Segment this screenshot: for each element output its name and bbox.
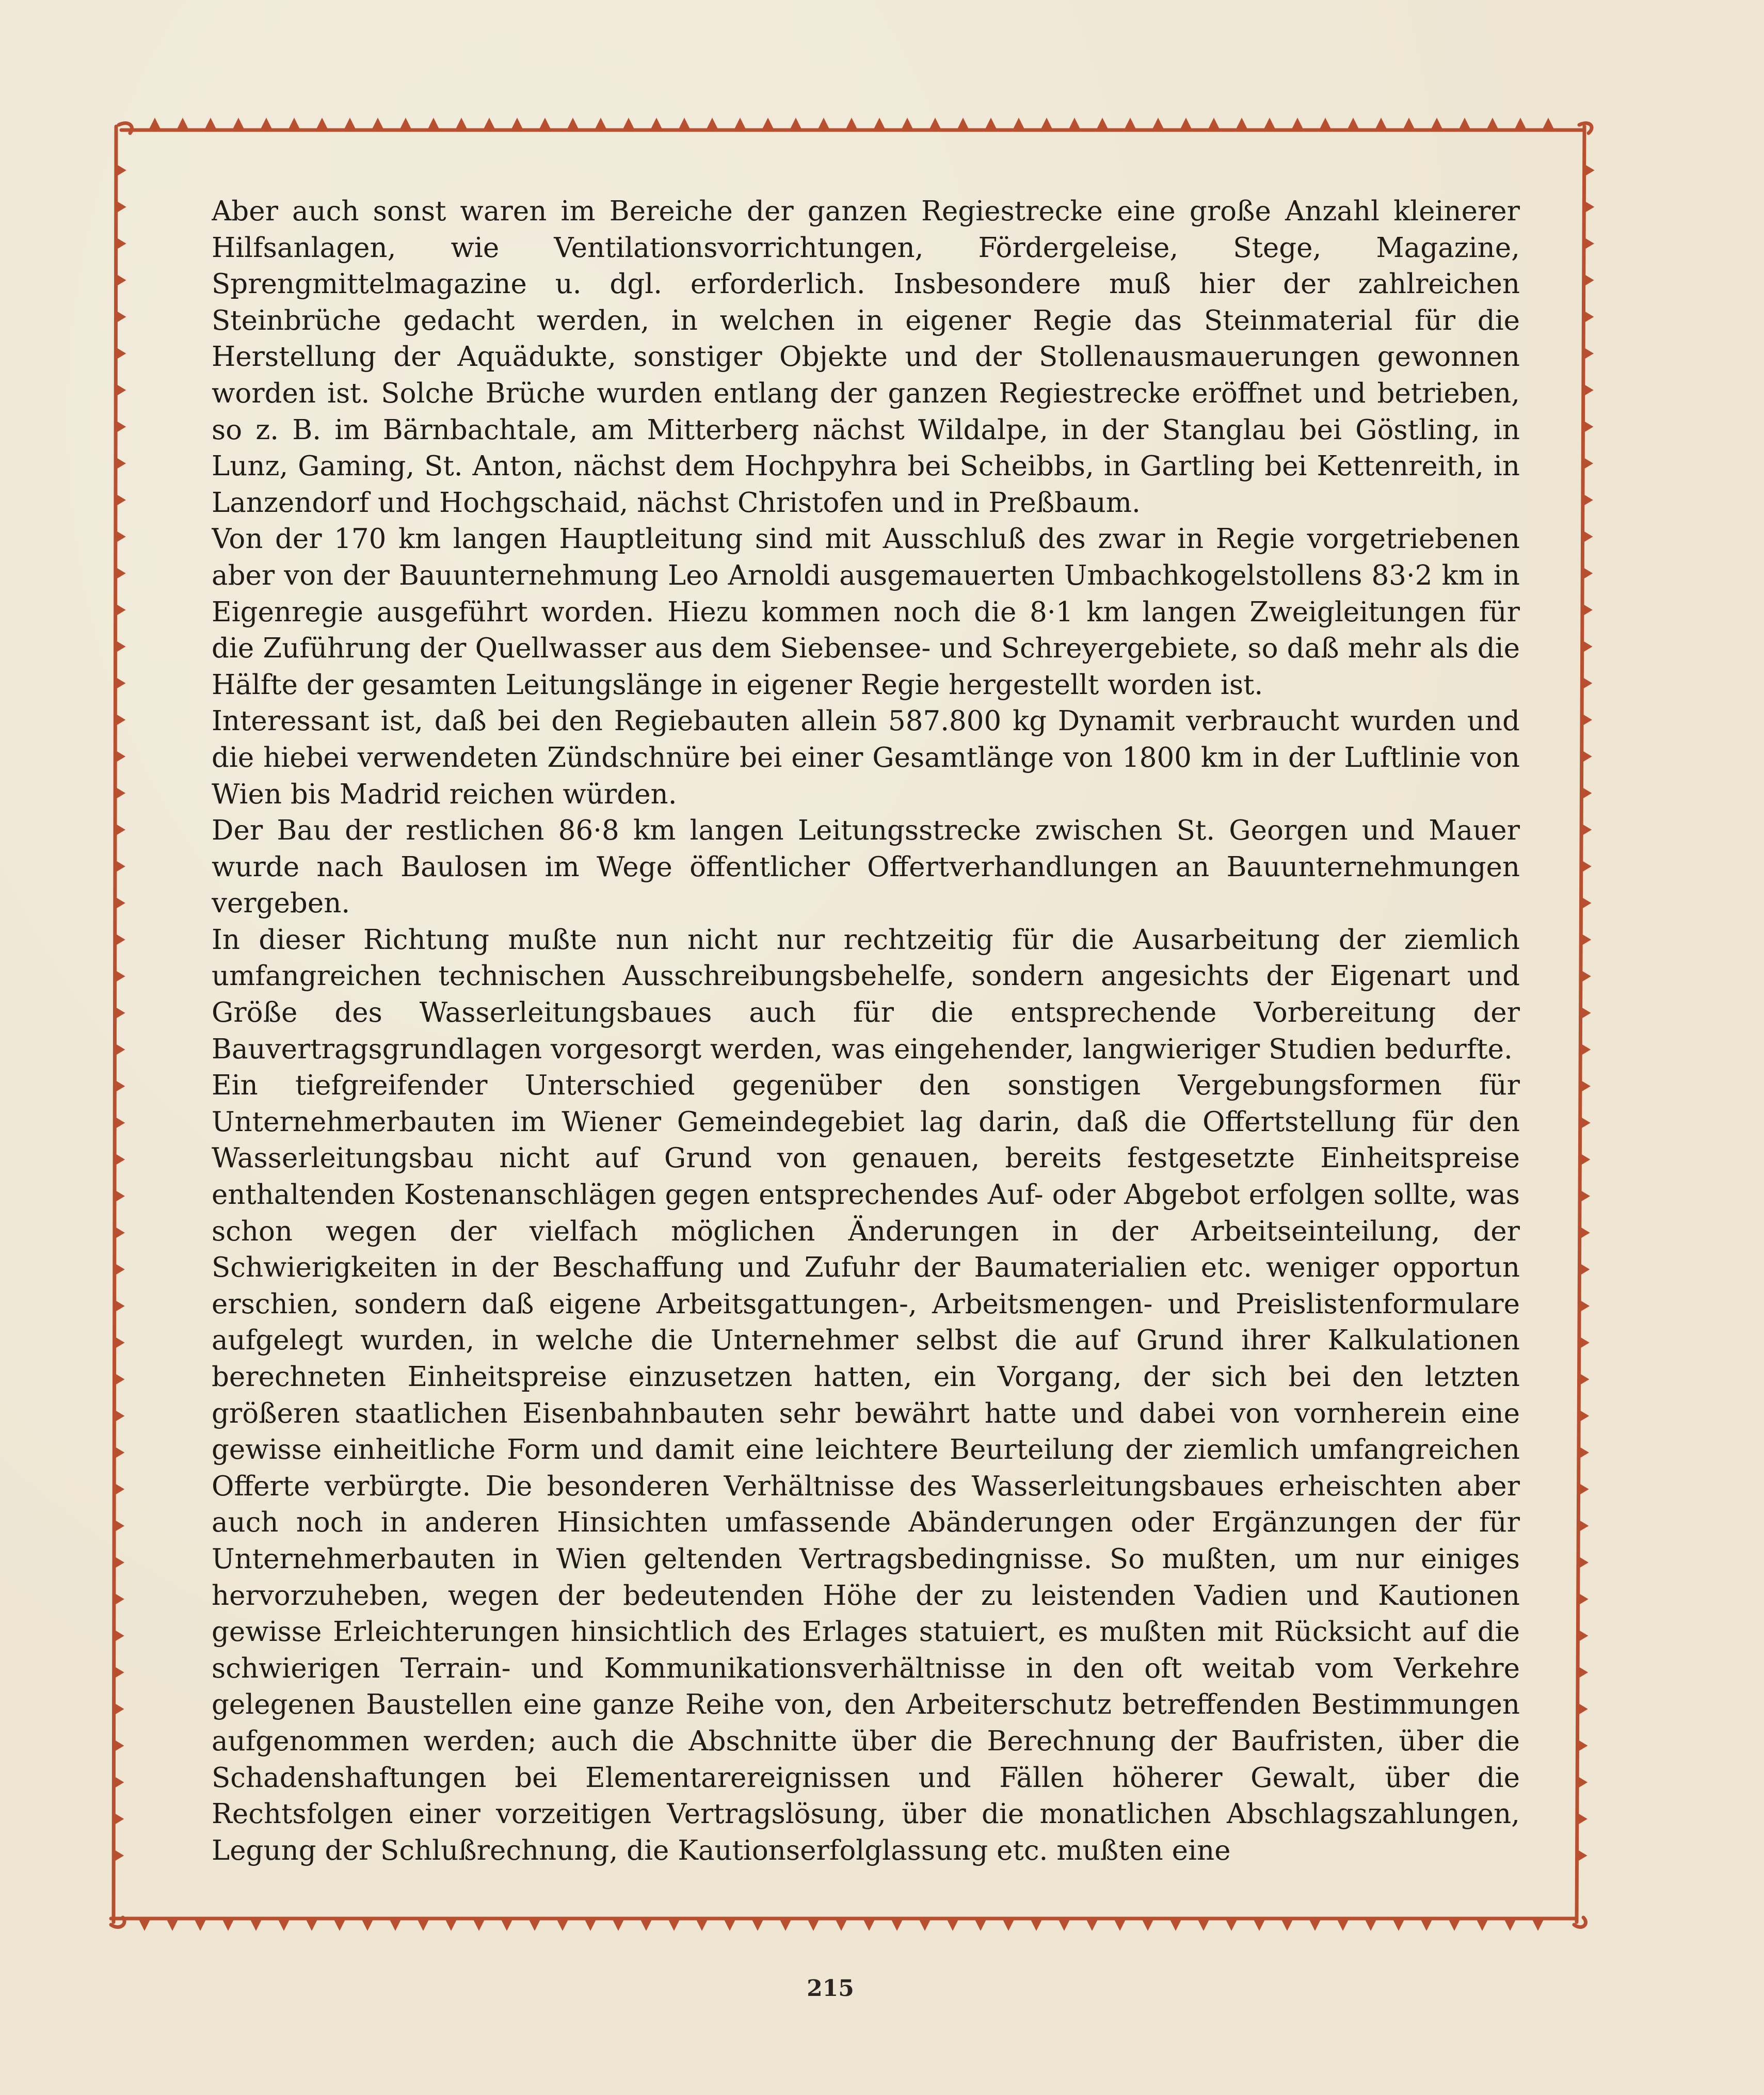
border-tooth-bottom (1476, 1919, 1488, 1931)
border-tooth-left (115, 750, 125, 763)
border-tooth-right (1578, 1593, 1589, 1605)
paragraph-4: Der Bau der restlichen 86·8 km langen Leitungsstrecke zwischen St. Georgen und Mauer wurde nach Baulosen im Wege öffentlicher Offertverhandlungen an Bauunternehmungen vergeben. (212, 815, 1520, 920)
border-tooth-right (1582, 640, 1593, 653)
border-left-line (114, 126, 116, 1922)
border-tooth-top (455, 118, 468, 130)
border-tooth-bottom (1504, 1919, 1516, 1931)
border-tooth-left (115, 897, 125, 909)
paragraph-3: Interessant ist, daß bei den Regiebauten allein 587.800 kg Dynamit verbraucht wurden und die hiebei verwendeten Zündschnüre bei einer Gesamtlänge von 1800 km in der Luftlinie von Wien bis Madrid reichen würden. (212, 705, 1520, 810)
border-tooth-right (1582, 714, 1592, 726)
border-tooth-left (114, 1410, 124, 1422)
border-tooth-right (1580, 1227, 1590, 1239)
border-tooth-left (115, 677, 125, 689)
border-tooth-right (1579, 1336, 1590, 1349)
border-tooth-top (845, 118, 858, 130)
border-tooth-left (116, 164, 126, 176)
border-tooth-left (116, 311, 126, 323)
border-tooth-top (1375, 118, 1387, 130)
border-tooth-top (595, 118, 607, 130)
border-tooth-bottom (194, 1919, 206, 1931)
border-tooth-top (1319, 118, 1332, 130)
border-tooth-right (1577, 1813, 1587, 1825)
border-tooth-left (115, 970, 125, 982)
border-tooth-bottom (835, 1919, 847, 1931)
border-tooth-top (1180, 118, 1192, 130)
border-tooth-bottom (501, 1919, 513, 1931)
border-tooth-right (1578, 1520, 1589, 1532)
border-tooth-left (115, 714, 125, 726)
border-tooth-bottom (333, 1919, 346, 1931)
border-tooth-top (1514, 118, 1527, 130)
border-tooth-bottom (1225, 1919, 1238, 1931)
border-tooth-right (1579, 1263, 1590, 1276)
border-tooth-top (901, 118, 913, 130)
border-tooth-right (1581, 933, 1591, 946)
border-tooth-bottom (556, 1919, 569, 1931)
border-tooth-left (116, 274, 126, 286)
border-tooth-left (115, 1117, 125, 1129)
border-tooth-right (1579, 1410, 1589, 1422)
border-tooth-bottom (974, 1919, 987, 1931)
border-tooth-bottom (807, 1919, 820, 1931)
border-tooth-top (1236, 118, 1248, 130)
border-tooth-bottom (1002, 1919, 1015, 1931)
border-tooth-left (115, 1373, 125, 1385)
border-tooth-bottom (306, 1919, 318, 1931)
border-tooth-top (232, 118, 245, 130)
border-tooth-top (929, 118, 941, 130)
border-tooth-right (1583, 347, 1594, 360)
border-tooth-bottom (947, 1919, 959, 1931)
border-tooth-left (116, 567, 126, 579)
border-tooth-right (1577, 1849, 1587, 1862)
border-tooth-left (116, 494, 126, 506)
border-tooth-bottom (1030, 1919, 1043, 1931)
border-tooth-top (1068, 118, 1081, 130)
border-tooth-right (1582, 567, 1593, 579)
border-tooth-left (114, 1739, 124, 1752)
border-tooth-top (1431, 118, 1443, 130)
border-tooth-right (1577, 1776, 1587, 1788)
border-tooth-bottom (528, 1919, 541, 1931)
border-tooth-bottom (222, 1919, 234, 1931)
border-tooth-left (116, 237, 126, 250)
page-number: 215 (807, 1975, 854, 2002)
border-tooth-bottom (1309, 1919, 1321, 1931)
border-tooth-left (114, 1520, 124, 1532)
paragraph-1: Aber auch sonst waren im Bereiche der ganzen Regiestrecke eine große Anzahl kleinerer Hilfsanlagen, wie Ventilationsvorrichtungen, Fördergeleise, Stege, Magazine, Sprengmittelmagazine u. dgl. erforderlich. Insbesondere muß hier der zahlreichen Steinbrüche gedacht werden, in welchen in eigener Regie das Steinmaterial für die Herstellung der Aquädukte, sonstiger Objekte und der Stollenausmauerungen gewonnen worden ist. Solche Brüche wurden entlang der ganzen Regiestrecke eröffnet und betrieben, so z. B. im Bärnbachtale, am Mitterberg nächst Wildalpe, in der Stanglau bei Göstling, in Lunz, Gaming, St. Anton, nächst dem Hochpyhra bei Scheibbs, in Gartling bei Kettenreith, in Lanzendorf und Hochgschaid, nächst Christofen und in Preßbaum. (212, 196, 1520, 519)
border-tooth-right (1583, 457, 1593, 470)
border-tooth-bottom (640, 1919, 652, 1931)
border-tooth-left (116, 384, 126, 396)
border-tooth-top (177, 118, 189, 130)
border-tooth-right (1584, 274, 1594, 286)
border-tooth-left (115, 824, 125, 836)
border-tooth-top (706, 118, 718, 130)
border-tooth-top (622, 118, 635, 130)
border-tooth-left (115, 1190, 125, 1202)
border-tooth-bottom (1448, 1919, 1461, 1931)
border-tooth-left (114, 1813, 124, 1825)
border-tooth-right (1581, 1007, 1591, 1019)
border-tooth-right (1579, 1446, 1589, 1459)
border-tooth-left (115, 860, 125, 873)
border-tooth-top (539, 118, 551, 130)
border-tooth-left (116, 457, 126, 470)
border-tooth-bottom (138, 1919, 151, 1931)
border-tooth-top (1040, 118, 1053, 130)
border-tooth-top (1291, 118, 1304, 130)
border-tooth-right (1583, 384, 1594, 396)
border-tooth-top (1263, 118, 1276, 130)
border-tooth-bottom (1392, 1919, 1405, 1931)
border-tooth-left (116, 421, 126, 433)
border-tooth-top (288, 118, 300, 130)
border-tooth-left (115, 1227, 125, 1239)
border-tooth-bottom (1337, 1919, 1349, 1931)
border-tooth-right (1578, 1556, 1589, 1569)
border-right-line (1577, 126, 1584, 1922)
border-tooth-bottom (1197, 1919, 1210, 1931)
border-tooth-top (427, 118, 440, 130)
border-tooth-left (114, 1849, 124, 1862)
border-tooth-left (114, 1556, 124, 1569)
border-tooth-bottom (724, 1919, 736, 1931)
border-tooth-top (734, 118, 746, 130)
border-tooth-right (1579, 1300, 1590, 1312)
border-tooth-top (511, 118, 523, 130)
border-tooth-top (1096, 118, 1109, 130)
border-tooth-top (817, 118, 830, 130)
border-tooth-right (1583, 311, 1594, 323)
border-tooth-right (1583, 494, 1593, 506)
border-tooth-bottom (1281, 1919, 1293, 1931)
border-tooth-bottom (473, 1919, 485, 1931)
border-tooth-right (1581, 860, 1592, 873)
border-tooth-bottom (250, 1919, 262, 1931)
border-tooth-bottom (863, 1919, 875, 1931)
border-tooth-left (115, 933, 125, 946)
border-tooth-top (204, 118, 217, 130)
border-tooth-right (1578, 1630, 1588, 1642)
border-tooth-top (372, 118, 384, 130)
border-tooth-right (1581, 970, 1591, 982)
border-tooth-top (873, 118, 886, 130)
border-tooth-top (678, 118, 691, 130)
border-tooth-left (115, 1336, 125, 1349)
border-tooth-top (1347, 118, 1359, 130)
border-tooth-top (260, 118, 272, 130)
border-tooth-bottom (668, 1919, 680, 1931)
border-tooth-left (114, 1776, 124, 1788)
border-tooth-bottom (612, 1919, 624, 1931)
border-tooth-top (762, 118, 774, 130)
border-tooth-right (1582, 750, 1592, 763)
border-tooth-right (1580, 1153, 1590, 1166)
border-tooth-top (790, 118, 802, 130)
border-tooth-left (116, 640, 126, 653)
border-tooth-right (1582, 604, 1593, 616)
border-tooth-bottom (891, 1919, 903, 1931)
body-text (212, 194, 1520, 1881)
border-tooth-right (1579, 1483, 1589, 1495)
border-tooth-right (1584, 237, 1594, 250)
border-tooth-right (1580, 1043, 1591, 1056)
border-tooth-bottom (1058, 1919, 1070, 1931)
border-tooth-top (1486, 118, 1499, 130)
border-tooth-top (149, 118, 161, 130)
border-tooth-right (1580, 1080, 1591, 1092)
border-tooth-left (114, 1593, 124, 1605)
border-tooth-top (316, 118, 328, 130)
border-tooth-right (1578, 1666, 1588, 1679)
border-tooth-top (1208, 118, 1220, 130)
border-tooth-right (1581, 897, 1592, 909)
border-tooth-top (985, 118, 997, 130)
border-tooth-left (116, 347, 126, 360)
paragraph-2: Von der 170 km langen Hauptleitung sind mit Ausschluß des zwar in Regie vorgetriebenen aber von der Bauunternehmung Leo Arnoldi ausgemauerten Umbachkogelstollens 83·2 km in Eigenregie ausgeführt worden. Hiezu kommen noch die 8·1 km langen Zweigleitungen für die Zuführung der Quellwasser aus dem Siebensee- und Schreyergebiete, so daß mehr als die Hälfte der gesamten Leitungslänge in eigener Regie hergestellt worden ist. (212, 523, 1520, 701)
border-tooth-bottom (584, 1919, 597, 1931)
border-tooth-left (115, 1300, 125, 1312)
border-tooth-right (1580, 1190, 1590, 1202)
border-tooth-left (115, 1007, 125, 1019)
border-tooth-bottom (1532, 1919, 1544, 1931)
border-tooth-bottom (1253, 1919, 1265, 1931)
border-tooth-right (1584, 164, 1595, 176)
border-tooth-right (1583, 530, 1593, 543)
border-tooth-right (1583, 421, 1593, 433)
border-tooth-bottom (166, 1919, 179, 1931)
border-tooth-left (115, 1043, 125, 1056)
border-tooth-bottom (417, 1919, 429, 1931)
border-tooth-bottom (1086, 1919, 1098, 1931)
border-tooth-right (1577, 1739, 1587, 1752)
border-tooth-bottom (696, 1919, 708, 1931)
border-tooth-right (1584, 201, 1594, 213)
border-tooth-right (1582, 677, 1592, 689)
border-tooth-bottom (779, 1919, 792, 1931)
border-tooth-left (114, 1483, 124, 1495)
border-tooth-left (116, 201, 126, 213)
border-tooth-top (1013, 118, 1025, 130)
border-tooth-top (1124, 118, 1136, 130)
border-tooth-bottom (1114, 1919, 1126, 1931)
border-tooth-top (567, 118, 579, 130)
border-tooth-right (1578, 1703, 1588, 1715)
border-tooth-top (1458, 118, 1471, 130)
border-tooth-right (1581, 824, 1592, 836)
border-tooth-left (115, 1080, 125, 1092)
border-tooth-bottom (1169, 1919, 1182, 1931)
border-tooth-top (650, 118, 663, 130)
border-tooth-left (114, 1446, 124, 1459)
border-tooth-bottom (361, 1919, 374, 1931)
border-tooth-top (483, 118, 495, 130)
border-tooth-right (1579, 1373, 1590, 1385)
border-tooth-right (1580, 1117, 1591, 1129)
paragraph-5: In dieser Richtung mußte nun nicht nur rechtzeitig für die Ausarbeitung der ziemlich umfangreichen technischen Ausschreibungsbehelfe, sondern angesichts der Eigenart und Größe des Wasserleitungsbaues auch für die entsprechende Vorbereitung der Bauvertragsgrundlagen vorgesorgt werden, was eingehender, langwieriger Studien bedurfte. (212, 924, 1520, 1065)
border-tooth-top (1152, 118, 1164, 130)
border-tooth-bottom (278, 1919, 290, 1931)
border-tooth-bottom (1420, 1919, 1433, 1931)
border-tooth-bottom (751, 1919, 764, 1931)
border-tooth-left (115, 1153, 125, 1166)
border-tooth-top (1403, 118, 1415, 130)
border-tooth-top (344, 118, 356, 130)
border-tooth-left (116, 530, 126, 543)
paragraph-6: Ein tiefgreifender Unterschied gegenüber den sonstigen Vergebungsformen für Unternehmerbauten im Wiener Gemeindegebiet lag darin, daß die Offertstellung für den Wasserleitungsbau nicht auf Grund von genauen, bereits festgesetzte Einheitspreise enthaltenden Kostenanschlägen gegen entsprechendes Auf- oder Abgebot erfolgen sollte, was schon wegen der vielfach möglichen Änderungen in der Arbeitseinteilung, der Schwierigkeiten in der Beschaffung und Zufuhr der Baumaterialien etc. weniger opportun erschien, sondern daß eigene Arbeitsgattungen-, Arbeitsmengen- und Preislistenformulare aufgelegt wurden, in welche die Unternehmer selbst die auf Grund ihrer Kalkulationen berechneten Einheitspreise einzusetzen hatten, ein Vorgang, der sich bei den letzten größeren staatlichen Eisenbahnbauten sehr bewährt hatte und dabei von vornherein eine gewisse einheitliche Form und damit eine leichtere Beurteilung der ziemlich umfangreichen Offerte verbürgte. Die besonderen Verhältnisse des Wasserleitungsbaues erheischten aber auch noch in anderen Hinsichten umfassende Abänderungen oder Ergänzungen der für Unternehmerbauten in Wien geltenden Vertragsbedingnisse. So mußten, um nur einiges hervorzuheben, wegen der bedeutenden Höhe der zu leistenden Vadien und Kautionen gewisse Erleichterungen hinsichtlich des Erlages statuiert, es mußten mit Rücksicht auf die schwierigen Terrain- und Kommunikationsverhältnisse in den oft weitab vom Verkehre gelegenen Baustellen eine ganze Reihe von, den Arbeiterschutz betreffenden Bestimmungen aufgenommen werden; auch die Abschnitte über die Berechnung der Baufristen, über die Schadenshaftungen bei Elementarereignissen und Fällen höherer Gewalt, über die Rechtsfolgen einer vorzeitigen Vertragslösung, über die monatlichen Abschlagszahlungen, Legung der Schlußrechnung, die Kautionserfolglassung etc. mußten eine (212, 1070, 1520, 1866)
border-tooth-bottom (1142, 1919, 1154, 1931)
border-tooth-right (1581, 787, 1592, 799)
border-tooth-left (115, 787, 125, 799)
border-tooth-top (399, 118, 412, 130)
border-tooth-top (957, 118, 969, 130)
border-tooth-left (116, 604, 126, 616)
border-tooth-left (114, 1630, 124, 1642)
border-tooth-left (115, 1263, 125, 1276)
border-tooth-bottom (445, 1919, 457, 1931)
border-tooth-top (1542, 118, 1554, 130)
border-tooth-bottom (919, 1919, 931, 1931)
border-tooth-bottom (389, 1919, 402, 1931)
border-tooth-left (114, 1666, 124, 1679)
border-tooth-bottom (1365, 1919, 1377, 1931)
border-tooth-left (114, 1703, 124, 1715)
